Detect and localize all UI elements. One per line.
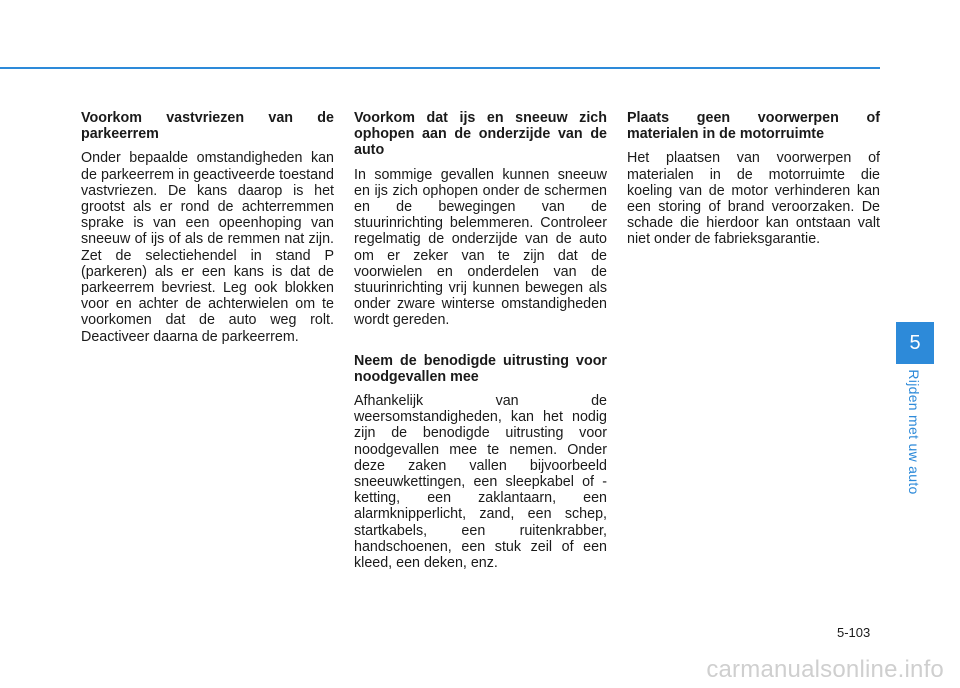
column-3	[627, 110, 880, 272]
header-rule	[0, 67, 880, 69]
section-body-ijs-sneeuw: In sommige gevallen kunnen sneeuw en ijs zich ophopen onder de schermen en de bewegingen van de stuurinrichting belemmeren. Controleer regelmatig de onderzijde van de auto om er zeker van te zijn dat de voorwielen en onderdelen van de stuurinrichting vrij kunnen bewegen als onder zware winterse omstandigheden wordt gereden.	[354, 166, 607, 329]
section-body-motorruimte: Het plaatsen van voorwerpen of materialen in de motorruimte die koeling van de motor verhinderen kan een storing of brand veroorzaken. De schade die hierdoor kan ontstaan valt niet onder de fabrieksgarantie.	[627, 150, 880, 248]
section-heading-parkeerrem: Voorkom vastvriezen van de parkeerrem	[81, 110, 334, 143]
watermark: carmanualsonline.info	[706, 656, 944, 683]
page-number: 5-103	[837, 625, 871, 640]
chapter-number-tab: 5	[896, 322, 934, 364]
column-2	[354, 110, 607, 595]
section-body-noodgevallen: Afhankelijk van de weersomstandigheden, kan het nodig zijn de benodigde uitrusting voor noodgevallen mee te nemen. Onder deze zaken vallen bijvoorbeeld sneeuwkettingen, een sleepkabel of -ketting, een zaklantaarn, een alarmknipperlicht, zand, een schep, startkabels, een ruitenkrabber, handschoenen, een stuk zeil of een kleed, een deken, enz.	[354, 393, 607, 572]
section-heading-motorruimte: Plaats geen voorwerpen of materialen in de motorruimte	[627, 110, 880, 143]
section-body-parkeerrem: Onder bepaalde omstandigheden kan de parkeerrem in geactiveerde toestand vastvriezen. De kans daarop is het grootst als er rond de achterremmen sprake is van een opeenhoping van sneeuw of ijs of als de remmen nat zijn. Zet de selectiehendel in stand P (parkeren) als er een kans is dat de parkeerrem bevriest. Leg ook blokken voor en achter de achterwielen om te voorkomen dat de auto weg rolt. Deactiveer daarna de parkeerrem.	[81, 150, 334, 345]
chapter-title: Rijden met uw auto	[906, 369, 922, 495]
column-1	[81, 110, 334, 369]
section-heading-ijs-sneeuw: Voorkom dat ijs en sneeuw zich ophopen aan de onderzijde van de auto	[354, 110, 607, 159]
section-heading-noodgevallen: Neem de benodigde uitrusting voor noodgevallen mee	[354, 352, 607, 385]
